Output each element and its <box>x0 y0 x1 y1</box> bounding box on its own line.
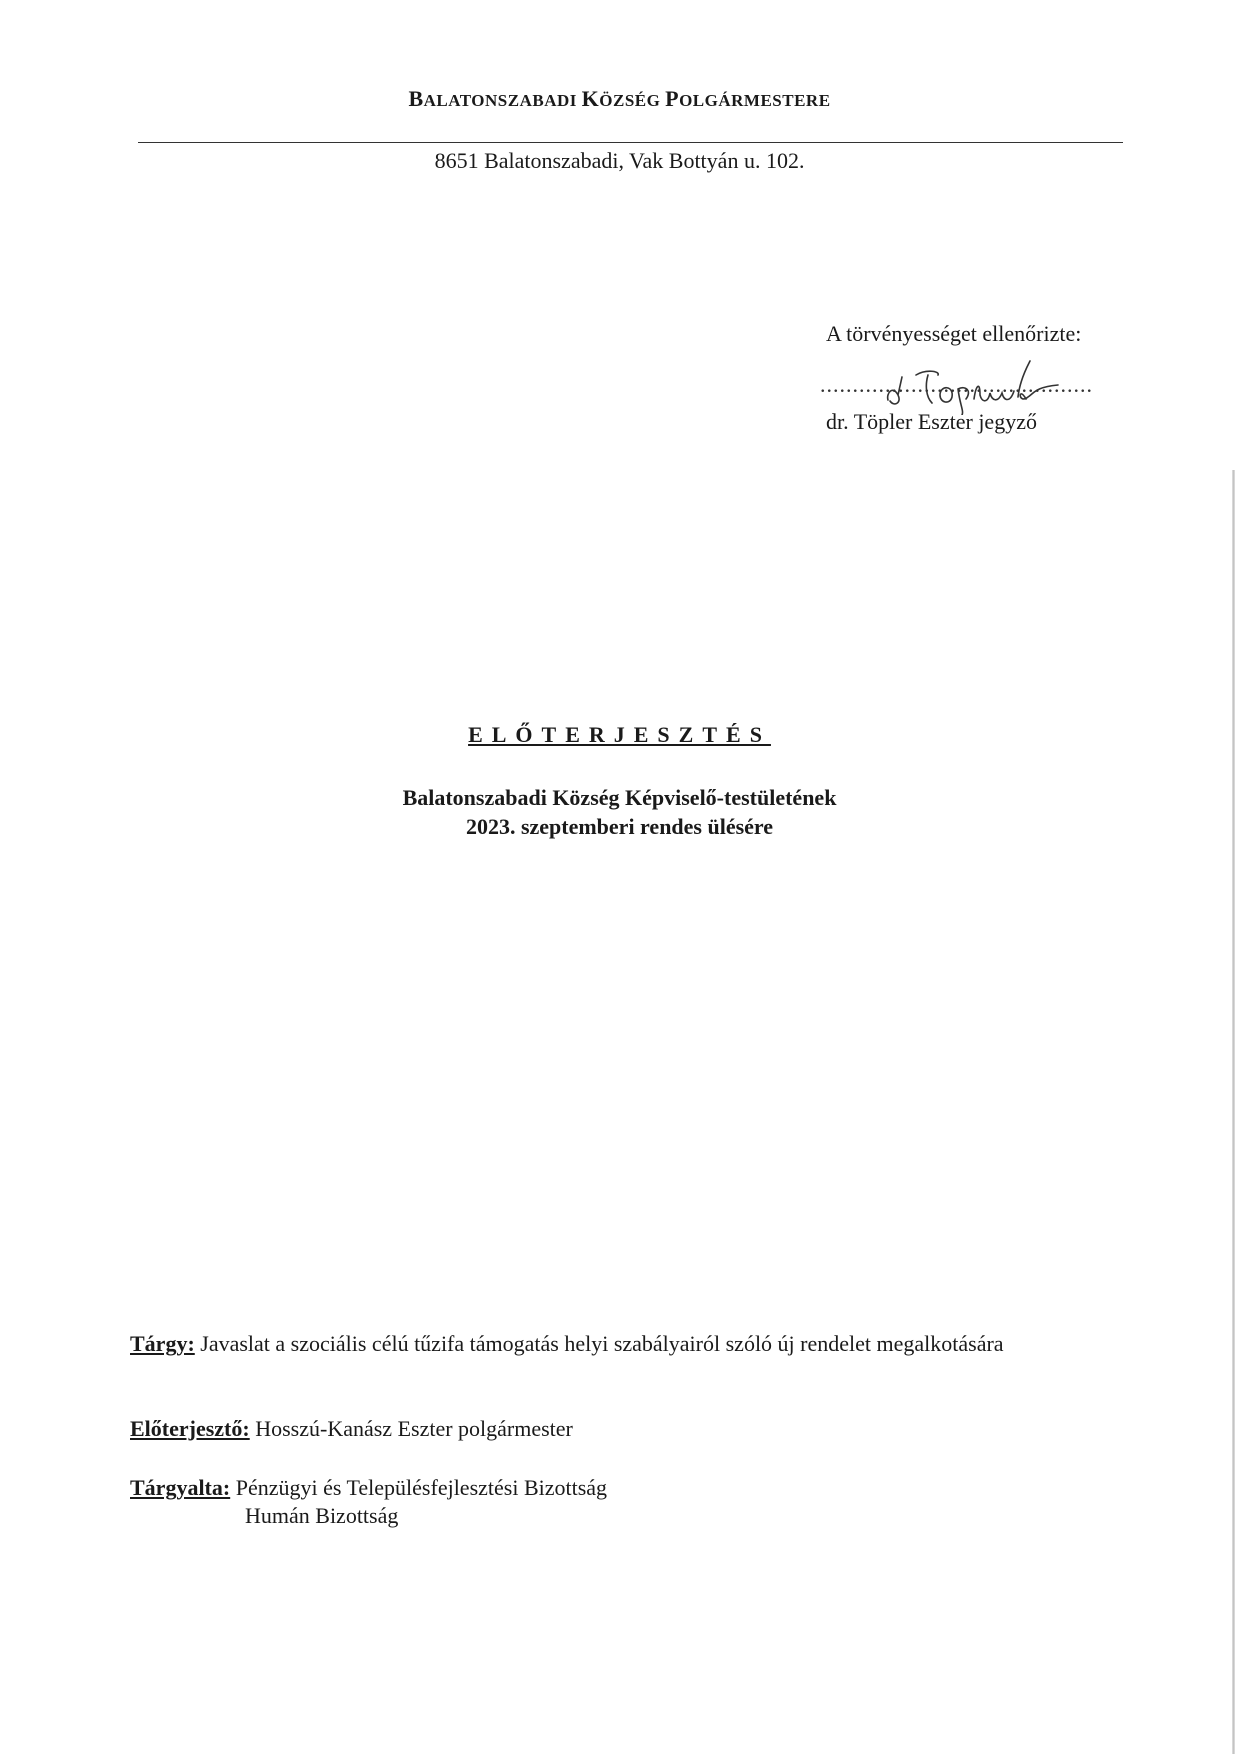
subtitle-line-1: Balatonszabadi Község Képviselő-testületének <box>402 785 837 810</box>
issuer-title: BALATONSZABADI KÖZSÉG POLGÁRMESTERE <box>408 86 831 111</box>
subtitle-line-2: 2023. szeptemberi rendes ülésére <box>465 814 774 839</box>
subject-label: Tárgy: <box>130 1331 195 1356</box>
signature-line: .......................................... <box>820 372 1093 397</box>
signer-name: dr. Töpler Eszter jegyző <box>826 409 1037 434</box>
header-divider <box>138 142 1123 143</box>
issuer-address: 8651 Balatonszabadi, Vak Bottyán u. 102. <box>434 148 805 173</box>
handwritten-signature <box>868 355 1068 415</box>
presenter-label: Előterjesztő: <box>130 1416 250 1441</box>
presenter-field <box>130 1415 1115 1443</box>
discussed-value-1: Pénzügyi és Településfejlesztési Bizottság <box>235 1475 608 1500</box>
legality-check-label: A törvényességet ellenőrizte: <box>826 321 1082 346</box>
subject-field <box>130 1330 1115 1358</box>
subject-value: Javaslat a szociális célú tűzifa támogatás helyi szabályairól szóló új rendelet megalkotására <box>200 1331 1004 1356</box>
presenter-value: Hosszú-Kanász Eszter polgármester <box>255 1416 573 1441</box>
document-subtitle <box>0 783 1239 841</box>
discussed-by-field <box>130 1474 1115 1530</box>
discussed-value-2: Humán Bizottság <box>245 1503 399 1528</box>
discussed-label: Tárgyalta: <box>130 1475 231 1500</box>
scan-edge-shadow <box>1232 470 1235 1754</box>
document-type-heading: ELŐTERJESZTÉS <box>468 722 771 747</box>
